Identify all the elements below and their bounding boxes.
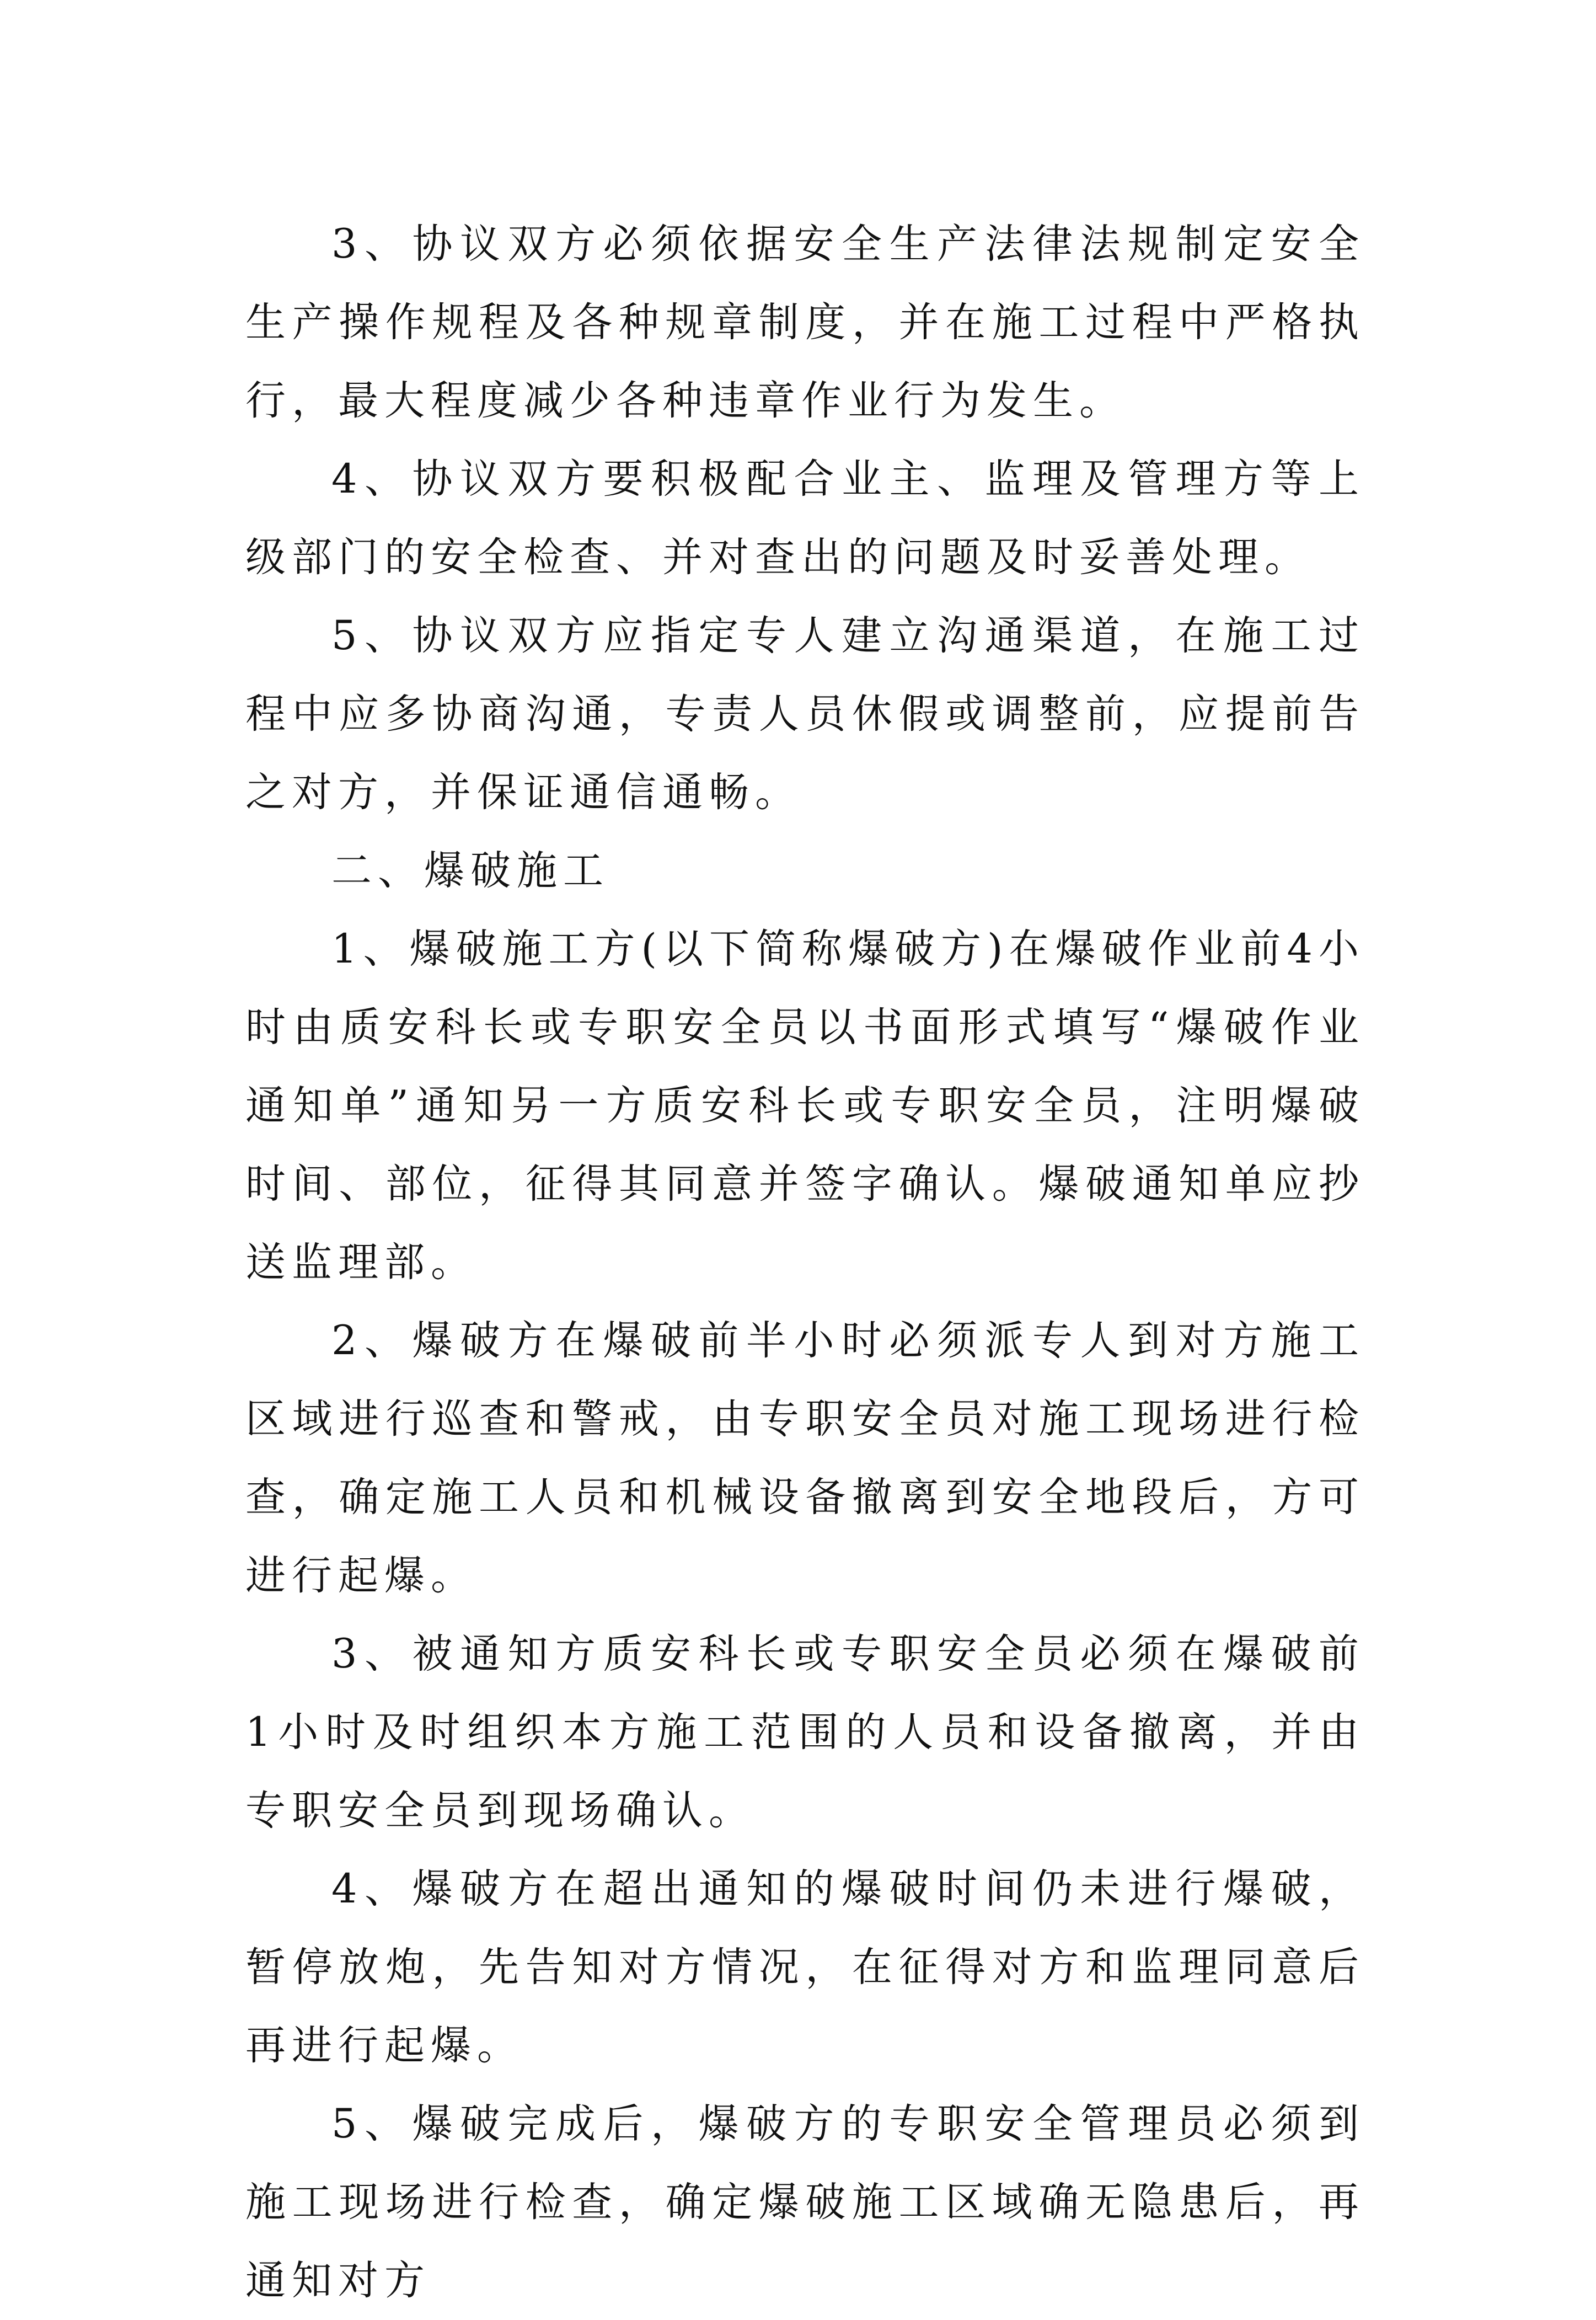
document-body: [245, 205, 1365, 2320]
section-heading-blasting: 二、爆破施工: [331, 847, 609, 894]
paragraph-blasting-patrol: 2、爆破方在爆破前半小时必须派专人到对方施工区域进行巡查和警戒，由专职安全员对施工现场进行检查，确定施工人员和机械设备撤离到安全地段后，方可进行起爆。: [245, 1317, 1365, 1599]
paragraph-evacuation: 3、被通知方质安科长或专职安全员必须在爆破前1小时及时组织本方施工范围的人员和设备撤离，并由专职安全员到现场确认。: [245, 1631, 1365, 1834]
paragraph-cooperate-inspection: 4、协议双方要积极配合业主、监理及管理方等上级部门的安全检查、并对查出的问题及时妥善处理。: [245, 456, 1365, 581]
paragraph-delayed-blast: 4、爆破方在超出通知的爆破时间仍未进行爆破，暂停放炮，先告知对方情况，在征得对方和监理同意后再进行起爆。: [245, 1865, 1365, 2069]
paragraph-blasting-notice: 1、爆破施工方(以下简称爆破方)在爆破作业前4小时由质安科长或专职安全员以书面形式填写“爆破作业通知单”通知另一方质安科长或专职安全员，注明爆破时间、部位，征得其同意并签字确认。爆破通知单应抄送监理部。: [245, 926, 1365, 1286]
paragraph-post-blast-check: 5、爆破完成后，爆破方的专职安全管理员必须到施工现场进行检查，确定爆破施工区域确无隐患后，再通知对方: [245, 2100, 1365, 2304]
paragraph-communication-channel: 5、协议双方应指定专人建立沟通渠道，在施工过程中应多协商沟通，专责人员休假或调整前，应提前告之对方，并保证通信通畅。: [245, 612, 1365, 816]
paragraph-safety-rules: 3、协议双方必须依据安全生产法律法规制定安全生产操作规程及各种规章制度，并在施工过程中严格执行，最大程度减少各种违章作业行为发生。: [245, 221, 1365, 424]
